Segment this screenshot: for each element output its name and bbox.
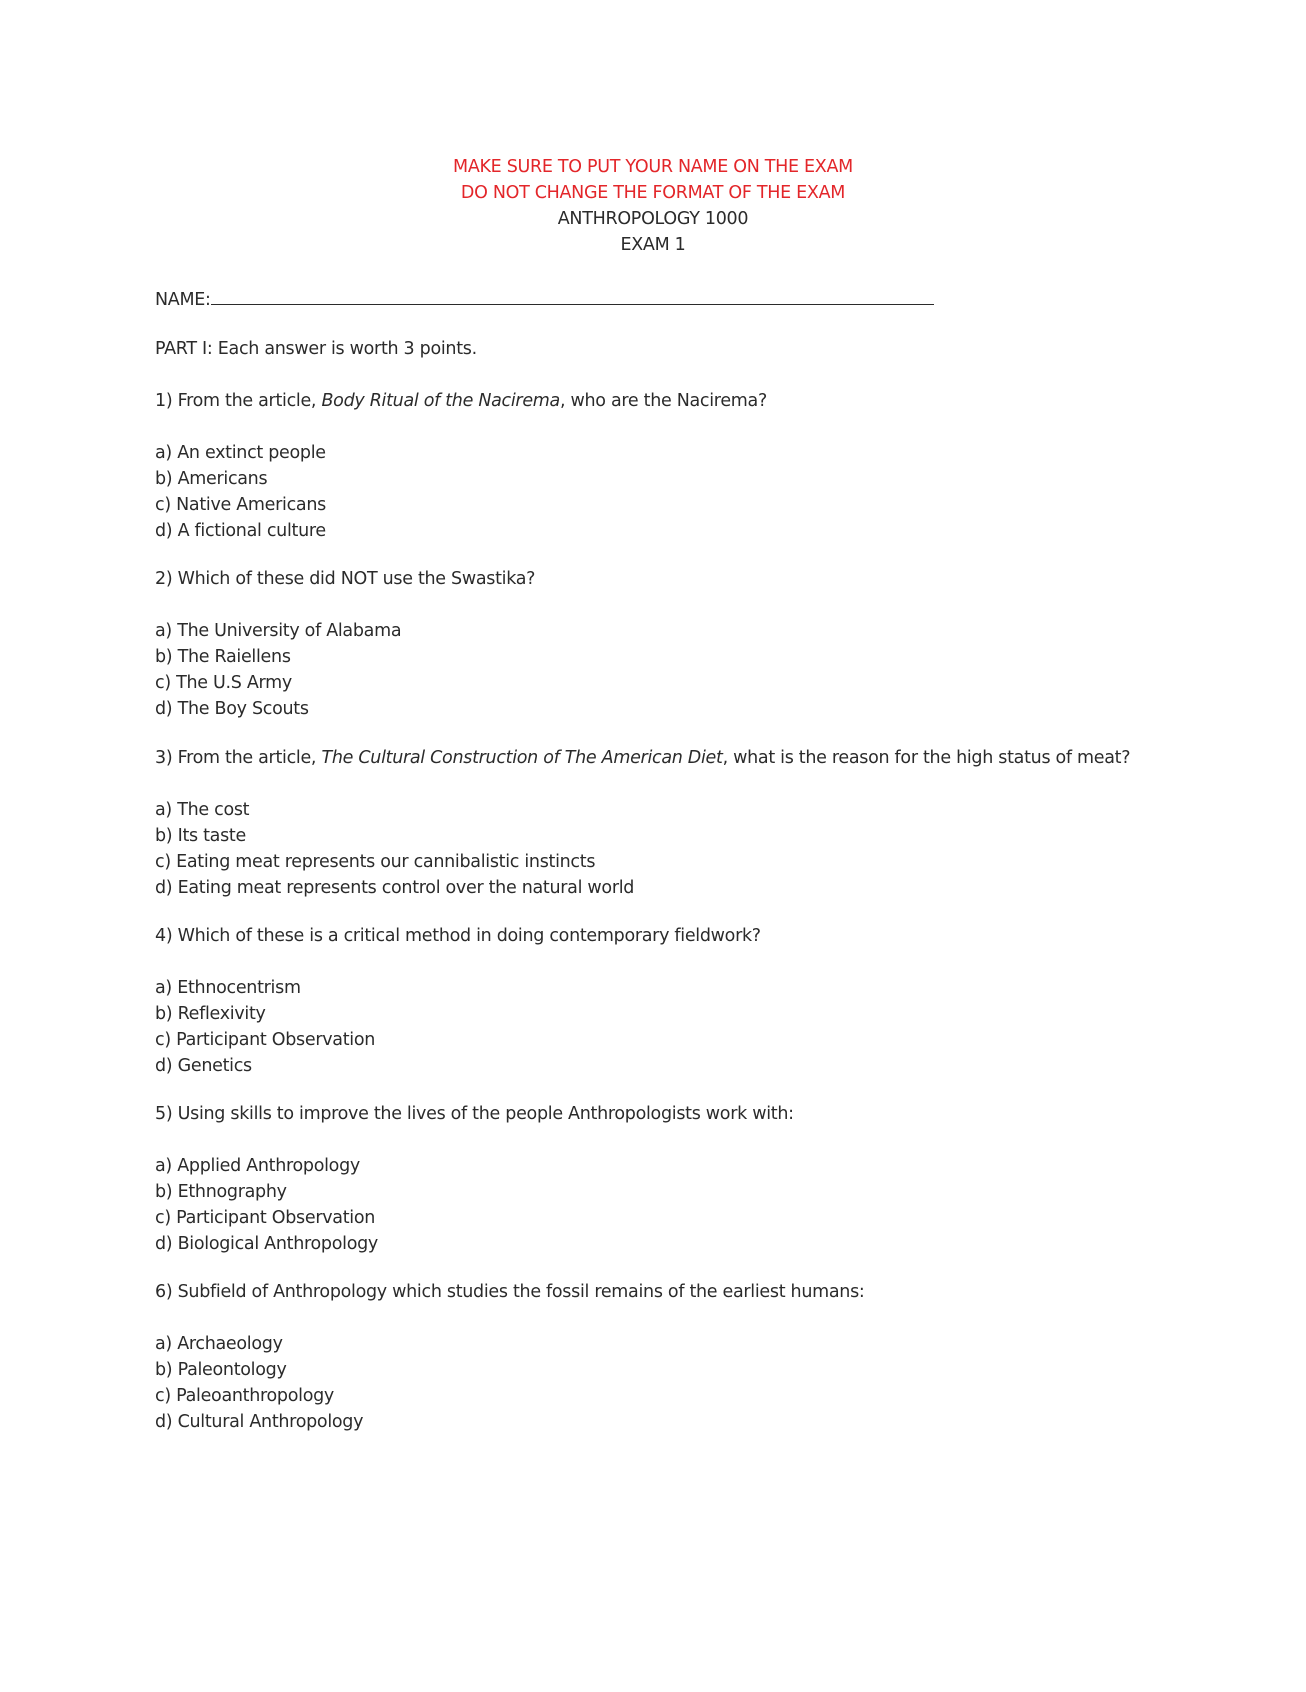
answer-option[interactable]: b) Reflexivity — [155, 1004, 266, 1024]
question-6 — [155, 1279, 865, 1435]
question-suffix: , who are the Nacirema? — [559, 391, 767, 411]
answer-option[interactable]: d) Cultural Anthropology — [155, 1412, 364, 1432]
answer-option[interactable]: b) Its taste — [155, 826, 246, 846]
exam-header — [0, 154, 1306, 258]
question-prefix: 2) Which of these did NOT use the Swastika? — [155, 569, 536, 589]
question-2 — [155, 566, 535, 722]
question-3 — [155, 745, 1130, 901]
answer-option[interactable]: d) Eating meat represents control over the natural world — [155, 878, 635, 898]
answer-option[interactable]: a) The cost — [155, 800, 250, 820]
question-text — [155, 566, 535, 592]
question-prefix: 1) From the article, — [155, 391, 322, 411]
answer-option[interactable]: d) Genetics — [155, 1056, 252, 1076]
question-text — [155, 1101, 794, 1127]
name-field[interactable] — [155, 284, 934, 313]
question-prefix: 5) Using skills to improve the lives of the people Anthropologists work with: — [155, 1104, 794, 1124]
exam-title: EXAM 1 — [620, 235, 686, 255]
question-5 — [155, 1101, 794, 1257]
answer-option[interactable]: b) Americans — [155, 469, 268, 489]
answer-option[interactable]: a) Archaeology — [155, 1334, 283, 1354]
name-warning: MAKE SURE TO PUT YOUR NAME ON THE EXAM — [453, 157, 853, 177]
answer-option[interactable]: b) Ethnography — [155, 1182, 287, 1202]
course-title: ANTHROPOLOGY 1000 — [557, 209, 749, 229]
answer-option[interactable]: a) Ethnocentrism — [155, 978, 301, 998]
answer-option[interactable]: a) The University of Alabama — [155, 621, 402, 641]
question-1 — [155, 388, 767, 544]
answer-option[interactable]: c) Native Americans — [155, 495, 326, 515]
answer-option[interactable]: d) Biological Anthropology — [155, 1234, 378, 1254]
answer-option[interactable]: d) A fictional culture — [155, 521, 326, 541]
question-prefix: 6) Subfield of Anthropology which studies the fossil remains of the earliest humans: — [155, 1282, 865, 1302]
answer-option[interactable]: c) Paleoanthropology — [155, 1386, 334, 1406]
answer-option[interactable]: a) Applied Anthropology — [155, 1156, 360, 1176]
question-suffix: , what is the reason for the high status of meat? — [722, 748, 1131, 768]
question-text — [155, 388, 767, 414]
part-heading: PART I: Each answer is worth 3 points. — [155, 339, 477, 359]
answer-option[interactable]: c) Participant Observation — [155, 1208, 376, 1228]
name-label: NAME: — [155, 290, 211, 310]
answer-option[interactable]: c) Participant Observation — [155, 1030, 376, 1050]
question-prefix: 3) From the article, — [155, 748, 322, 768]
article-title: Body Ritual of the Nacirema — [321, 391, 560, 411]
question-4 — [155, 923, 761, 1079]
name-underline[interactable] — [211, 284, 934, 305]
answer-option[interactable]: b) Paleontology — [155, 1360, 287, 1380]
answer-option[interactable]: c) The U.S Army — [155, 673, 292, 693]
answer-option[interactable]: b) The Raiellens — [155, 647, 291, 667]
question-text — [155, 745, 1130, 771]
answer-option[interactable]: d) The Boy Scouts — [155, 699, 309, 719]
article-title: The Cultural Construction of The American Diet — [321, 748, 723, 768]
question-text — [155, 1279, 865, 1305]
question-prefix: 4) Which of these is a critical method in doing contemporary fieldwork? — [155, 926, 761, 946]
question-text — [155, 923, 761, 949]
answer-option[interactable]: c) Eating meat represents our cannibalistic instincts — [155, 852, 596, 872]
format-warning: DO NOT CHANGE THE FORMAT OF THE EXAM — [460, 183, 846, 203]
answer-option[interactable]: a) An extinct people — [155, 443, 326, 463]
